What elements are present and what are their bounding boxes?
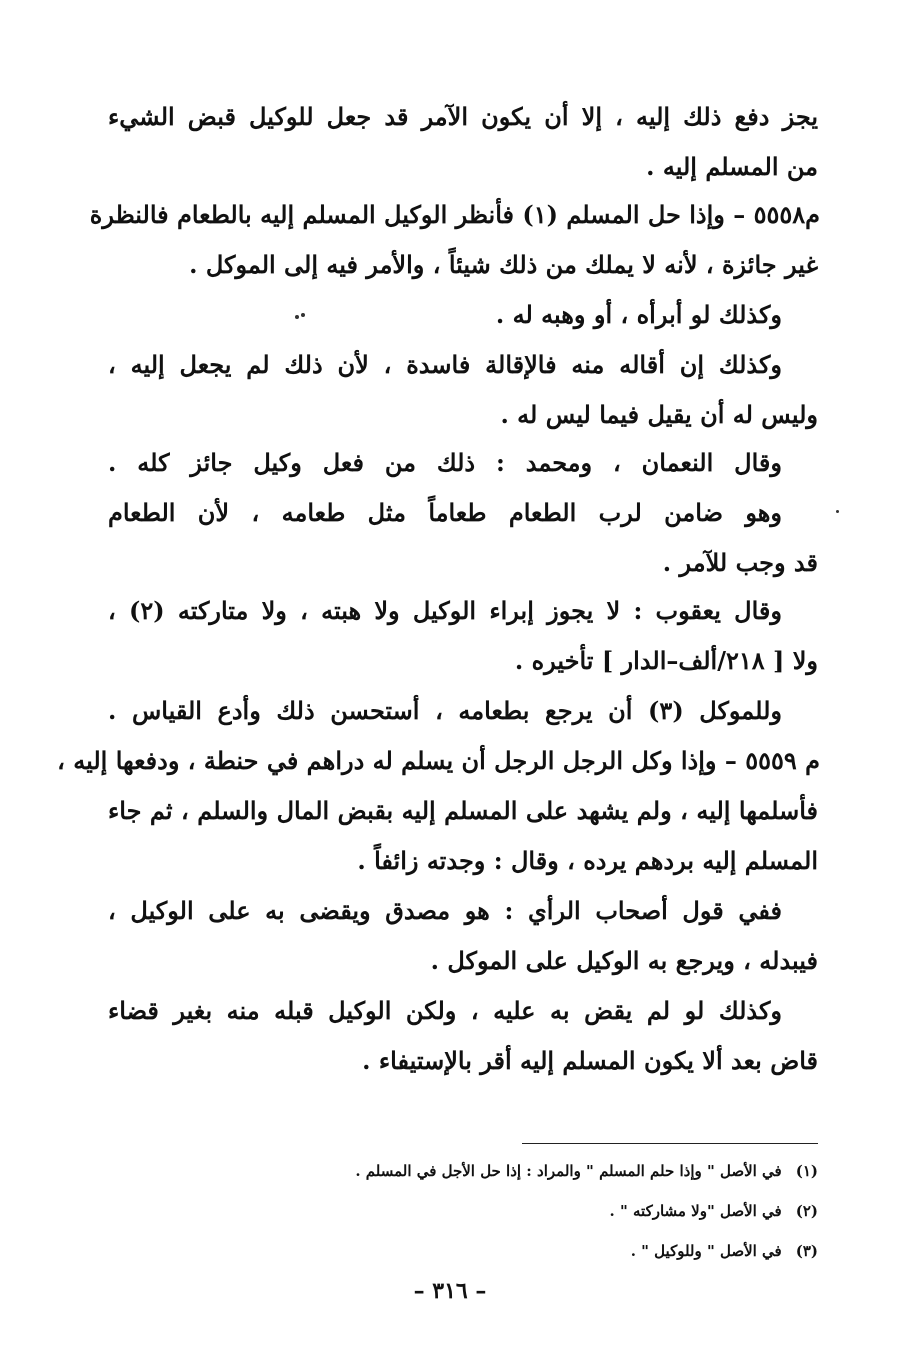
text-line: فيبدله ، ويرجع به الوكيل على الموكل .: [430, 946, 818, 975]
text-line: وكذلك لو لم يقض به عليه ، ولكن الوكيل قبله منه بغير قضاء: [108, 996, 782, 1025]
text-line: وكذلك لو أبرأه ، أو وهبه له .: [495, 300, 782, 329]
text-line: قد وجب للآمر .: [662, 548, 818, 577]
footnote-text: في الأصل " وإذا حلم المسلم " والمراد : إذا حل الأجل في المسلم .: [355, 1162, 782, 1180]
footnote: [118, 1240, 818, 1266]
footnote-text: في الأصل " وللوكيل " .: [630, 1242, 782, 1260]
footnote-separator: [522, 1143, 818, 1144]
page-number: – ٣١٦ –: [413, 1278, 487, 1304]
text-line: المسلم إليه بردهم يرده ، وقال : وجدته زائفاً .: [357, 846, 818, 875]
entry-line: م ٥٥٥٩ – وإذا وكل الرجل الرجل أن يسلم له دراهم في حنطة ، ودفعها إليه ،: [57, 746, 820, 775]
footnote: [118, 1160, 818, 1186]
text-line: غير جائزة ، لأنه لا يملك من ذلك شيئاً ، والأمر فيه إلى الموكل .: [189, 250, 818, 279]
entry-line: م٥٥٥٨ – وإذا حل المسلم (١) فأنظر الوكيل المسلم إليه بالطعام فالنظرة: [89, 200, 820, 229]
text-line: ففي قول أصحاب الرأي : هو مصدق ويقضى به على الوكيل ،: [108, 896, 782, 925]
ink-speck: [295, 315, 299, 319]
footnote-number: (٣): [795, 1242, 818, 1260]
text-line: وليس له أن يقيل فيما ليس له .: [500, 400, 818, 429]
text-line: وقال النعمان ، ومحمد : ذلك من فعل وكيل جائز كله .: [108, 448, 782, 477]
ink-speck: [301, 313, 305, 317]
ink-speck: [836, 510, 839, 513]
text-line: من المسلم إليه .: [646, 152, 818, 181]
footnote-number: (٢): [795, 1202, 818, 1220]
text-line: وقال يعقوب : لا يجوز إبراء الوكيل ولا هبته ، ولا متاركته (٢) ،: [108, 596, 782, 625]
footnote-number: (١): [795, 1162, 818, 1180]
text-line: وللموكل (٣) أن يرجع بطعامه ، أستحسن ذلك وأدع القياس .: [108, 696, 783, 725]
text-line: يجز دفع ذلك إليه ، إلا أن يكون الآمر قد جعل للوكيل قبض الشيء: [108, 102, 818, 131]
text-line: فأسلمها إليه ، ولم يشهد على المسلم إليه بقبض المال والسلم ، ثم جاء: [108, 796, 819, 825]
text-line: وهو ضامن لرب الطعام طعاماً مثل طعامه ، لأن الطعام: [108, 498, 782, 527]
footnote-text: في الأصل "ولا مشاركته " .: [609, 1202, 782, 1220]
text-line: وكذلك إن أقاله منه فالإقالة فاسدة ، لأن ذلك لم يجعل إليه ،: [108, 350, 782, 379]
text-line: ولا [ ٢١٨/ألف–الدار ] تأخيره .: [514, 646, 818, 675]
text-line: قاض بعد ألا يكون المسلم إليه أقر بالإستيفاء .: [362, 1046, 818, 1075]
footnote: [118, 1200, 818, 1226]
